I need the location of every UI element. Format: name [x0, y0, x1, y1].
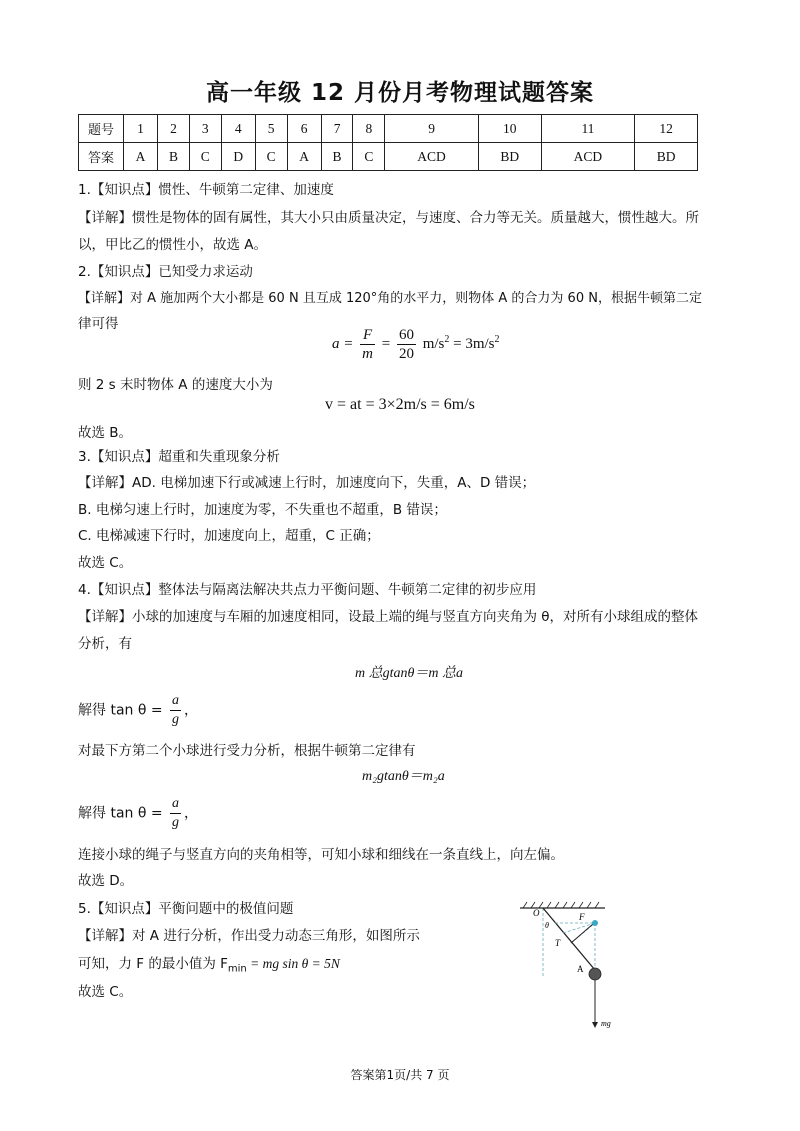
q3-detail-line3: C. 电梯减速下行时，加速度向上，超重，C 正确； [78, 528, 380, 544]
question-number: 7 [321, 115, 353, 143]
frac-numerator: a [170, 795, 181, 814]
fraction-f-over-m [360, 326, 375, 363]
question-number: 1 [124, 115, 158, 143]
force-f-arrow [571, 924, 593, 943]
label-f: F [579, 912, 585, 922]
q1-detail-line1: 【详解】惯性是物体的固有属性，其大小只由质量决定，与速度、合力等无关。质量越大，惯性越大。所 [78, 210, 699, 226]
rope-line [543, 908, 595, 970]
ball-a [589, 968, 601, 980]
fraction-a-over-g [170, 692, 181, 729]
min-force-prefix: 可知，力 F 的最小值为 F [78, 956, 228, 972]
question-number: 9 [385, 115, 479, 143]
comma: ， [184, 702, 199, 719]
answer-cell: D [221, 143, 255, 171]
answer-cell: ACD [541, 143, 635, 171]
q2-choose: 故选 B。 [78, 425, 133, 441]
answer-cell: A [124, 143, 158, 171]
q3-detail-line1: 【详解】AD. 电梯加速下行或减速上行时，加速度向下，失重，A、D 错误； [78, 475, 536, 491]
q3-knowledge: 3.【知识点】超重和失重现象分析 [78, 449, 280, 465]
page-footer: 答案第1页/共 7 页 [350, 1068, 450, 1082]
frac-numerator: F [360, 326, 375, 345]
fraction-a-over-g [170, 795, 181, 832]
gravity-arrowhead [592, 1022, 598, 1028]
q5-detail-line1: 【详解】对 A 进行分析，作出受力动态三角形，如图所示 [78, 928, 420, 944]
q2-formula-velocity: v = at = 3×2m/s = 6m/s [325, 396, 475, 413]
row-label-number: 题号 [79, 115, 124, 143]
formula-result: = 3m/s [453, 335, 495, 352]
q1-detail-line2: 以，甲比乙的惯性小，故选 A。 [78, 237, 268, 253]
min-force-formula: = mg sin θ = 5N [246, 956, 340, 971]
q4-detail-line2: 分析，有 [78, 636, 132, 652]
q2-detail-line2: 律可得 [78, 316, 119, 332]
answer-row [79, 143, 698, 171]
force-triangle-figure [515, 898, 635, 1038]
force-f-point [592, 920, 598, 926]
question-number: 12 [635, 115, 698, 143]
question-number: 6 [287, 115, 321, 143]
superscript: 2 [494, 333, 500, 345]
q1-knowledge: 1.【知识点】惯性、牛顿第二定律、加速度 [78, 182, 334, 198]
q2-then-text: 则 2 s 末时物体 A 的速度大小为 [78, 377, 273, 393]
answer-cell: C [189, 143, 221, 171]
page-title: 高一年级 12 月份月考物理试题答案 [205, 80, 595, 106]
q4-formula-m2: m₂gtanθ＝m₂a [362, 769, 445, 784]
answer-cell: BD [478, 143, 541, 171]
row-label-answer: 答案 [79, 143, 124, 171]
q4-formula-total: m 总gtanθ＝m 总a [355, 666, 463, 681]
q5-choose: 故选 C。 [78, 984, 133, 1000]
question-number: 2 [158, 115, 190, 143]
frac-denominator: 20 [398, 346, 414, 362]
answer-cell: ACD [385, 143, 479, 171]
answer-table [78, 114, 698, 171]
label-t: T [555, 938, 561, 948]
q2-knowledge: 2.【知识点】已知受力求运动 [78, 264, 253, 280]
comma: ， [184, 805, 199, 822]
frac-denominator: g [172, 815, 180, 830]
answer-cell: C [255, 143, 287, 171]
frac-denominator: m [362, 346, 373, 362]
formula-lhs: a = [332, 335, 354, 352]
frac-numerator: a [170, 692, 181, 711]
answer-cell: B [321, 143, 353, 171]
q4-solve-1 [78, 692, 198, 729]
answer-cell: A [287, 143, 321, 171]
label-mg: mg [601, 1019, 611, 1028]
label-a: A [577, 964, 584, 974]
q4-conclusion: 连接小球的绳子与竖直方向的夹角相等，可知小球和细线在一条直线上，向左偏。 [78, 847, 564, 863]
q5-knowledge: 5.【知识点】平衡问题中的极值问题 [78, 901, 294, 917]
min-subscript: min [227, 963, 247, 975]
q2-detail-line1: 【详解】对 A 施加两个大小都是 60 N 且互成 120°角的水平力，则物体 A 的合力为 60 N，根据牛顿第二定 [78, 291, 702, 306]
superscript: 2 [444, 333, 450, 345]
question-number: 3 [189, 115, 221, 143]
question-number: 11 [541, 115, 635, 143]
q4-knowledge: 4.【知识点】整体法与隔离法解决共点力平衡问题、牛顿第二定律的初步应用 [78, 582, 537, 598]
q4-choose: 故选 D。 [78, 873, 134, 889]
q3-choose: 故选 C。 [78, 555, 133, 571]
q5-detail-line2 [78, 952, 340, 975]
q2-formula-acceleration: a = $\frac{F}{m}$ = $\frac{60}{20}$ $m/s^2 = 3m/s^2$ [332, 327, 500, 362]
frac-numerator: 60 [398, 327, 414, 343]
label-o: O [533, 908, 540, 918]
answer-cell: B [158, 143, 190, 171]
q4-lowest-ball-text: 对最下方第二个小球进行受力分析，根据牛顿第二定律有 [78, 743, 416, 759]
question-number-row [79, 115, 698, 143]
label-theta: θ [545, 921, 549, 930]
unit-ms: m/s [422, 335, 445, 352]
answer-cell: C [353, 143, 385, 171]
question-number: 4 [221, 115, 255, 143]
q4-detail-line1: 【详解】小球的加速度与车厢的加速度相同，设最上端的绳与竖直方向夹角为 θ，对所有小球组成的整体 [78, 609, 699, 625]
solve-prefix: 解得 tan θ = [78, 805, 163, 822]
fraction-60-over-20 [397, 326, 416, 363]
question-number: 10 [478, 115, 541, 143]
question-number: 5 [255, 115, 287, 143]
dashed-force-line [563, 923, 595, 933]
answer-cell: BD [635, 143, 698, 171]
frac-denominator: g [172, 712, 180, 727]
q3-detail-line2: B. 电梯匀速上行时，加速度为零，不失重也不超重，B 错误； [78, 502, 447, 518]
solve-prefix: 解得 tan θ = [78, 702, 163, 719]
q4-solve-2 [78, 795, 198, 832]
question-number: 8 [353, 115, 385, 143]
